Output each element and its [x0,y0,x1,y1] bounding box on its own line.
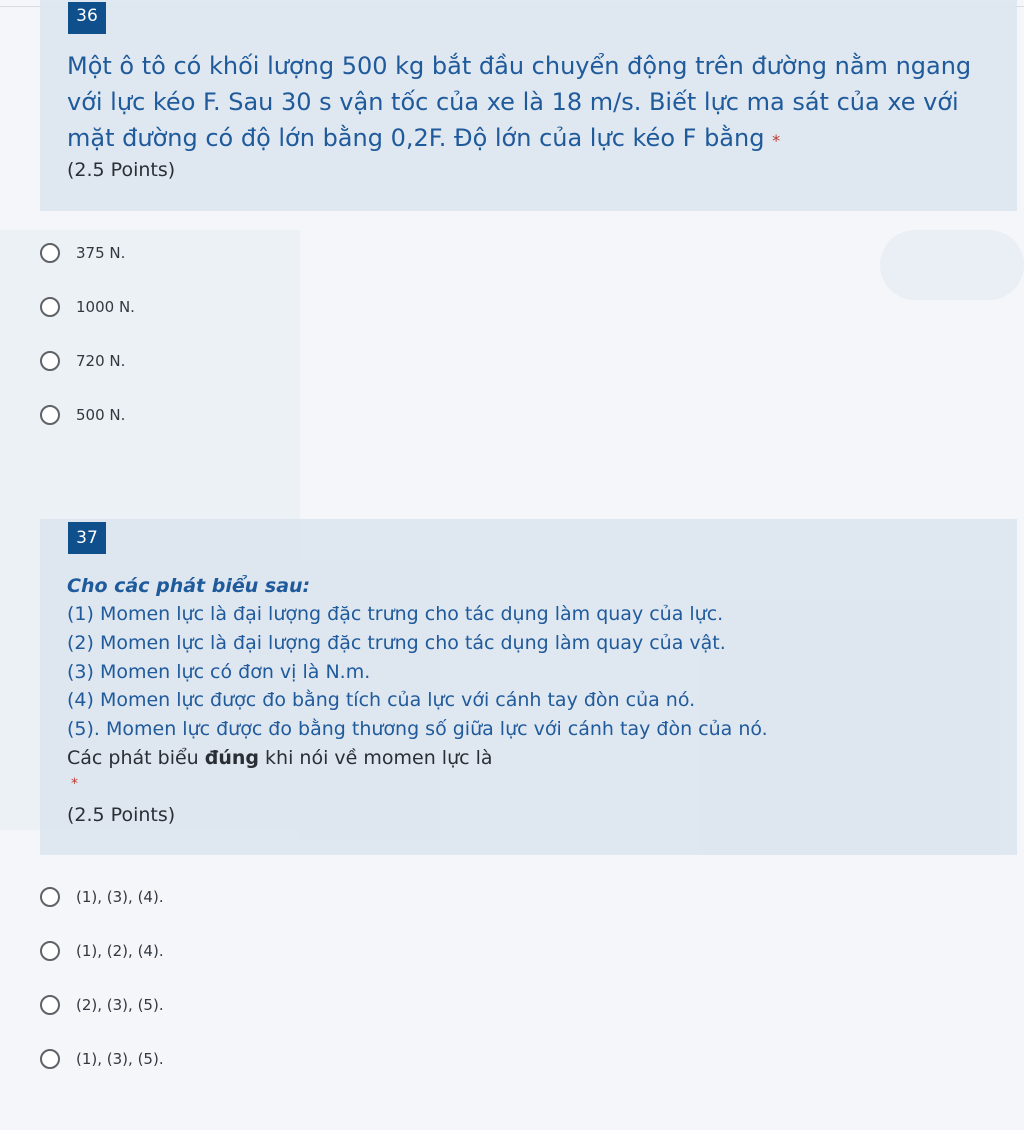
required-marker: * [772,131,781,150]
radio-button[interactable] [40,887,60,907]
question-prompt: Các phát biểu đúng khi nói về momen lực là [67,747,493,769]
option-label[interactable]: 720 N. [76,352,126,370]
option-1000n[interactable] [40,294,135,320]
statement-2: (2) Momen lực là đại lượng đặc trưng cho tác dụng làm quay của vật. [67,632,726,654]
question-title: Một ô tô có khối lượng 500 kg bắt đầu chuyển động trên đường nằm ngang với lực kéo F. Sau 30 s vận tốc của xe là 18 m/s. Biết lực ma sát của xe với mặt đường có độ lớn bằng 0,2F. Độ lớn của lực kéo F bằng * [67,52,972,152]
option-label[interactable]: 500 N. [76,406,126,424]
option-500n[interactable] [40,402,125,428]
option-1-3-4[interactable] [40,884,164,910]
option-label[interactable]: (1), (3), (5). [76,1050,164,1068]
radio-button[interactable] [40,297,60,317]
question-points: (2.5 Points) [67,159,176,181]
radio-button[interactable] [40,405,60,425]
option-720n[interactable] [40,348,125,374]
statement-5: (5). Momen lực được đo bằng thương số giữa lực với cánh tay đòn của nó. [67,718,768,740]
radio-button[interactable] [40,1049,60,1069]
option-label[interactable]: (1), (2), (4). [76,942,164,960]
radio-button[interactable] [40,941,60,961]
radio-button[interactable] [40,243,60,263]
radio-button[interactable] [40,351,60,371]
option-label[interactable]: (2), (3), (5). [76,996,164,1014]
question-37-card [40,519,1017,855]
question-intro: Cho các phát biểu sau: [67,575,311,597]
radio-button[interactable] [40,995,60,1015]
statement-1: (1) Momen lực là đại lượng đặc trưng cho tác dụng làm quay của lực. [67,603,724,625]
question-points: (2.5 Points) [67,804,176,826]
statement-3: (3) Momen lực có đơn vị là N.m. [67,661,371,683]
question-36-card [40,0,1017,211]
option-2-3-5[interactable] [40,992,164,1018]
question-number: 36 [68,2,106,34]
option-1-2-4[interactable] [40,938,164,964]
option-label[interactable]: (1), (3), (4). [76,888,164,906]
question-number: 37 [68,522,106,554]
statement-4: (4) Momen lực được đo bằng tích của lực với cánh tay đòn của nó. [67,689,696,711]
option-label[interactable]: 375 N. [76,244,126,262]
option-375n[interactable] [40,240,125,266]
option-1-3-5[interactable] [40,1046,164,1072]
option-label[interactable]: 1000 N. [76,298,135,316]
required-marker: * [71,776,78,792]
